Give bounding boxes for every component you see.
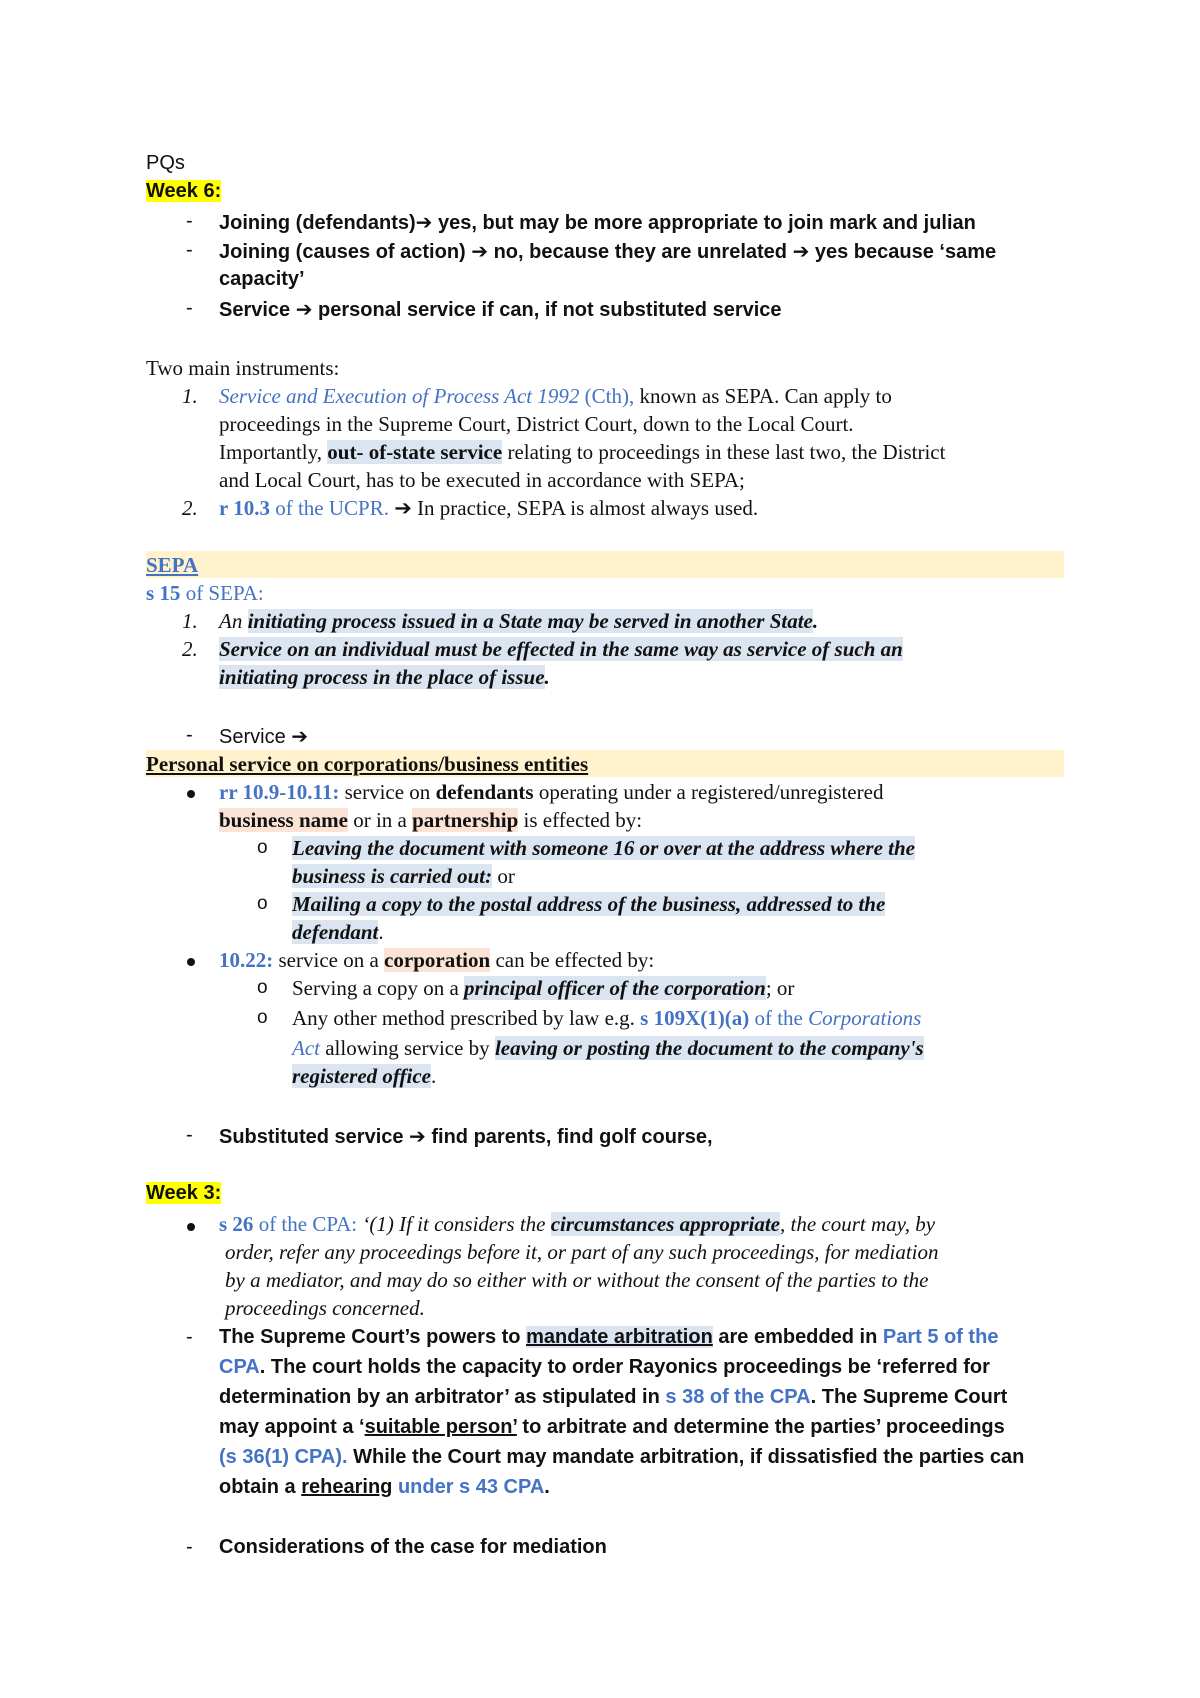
s26-line-2: order, refer any proceedings before it, or part of any such proceedings, for mediation [225, 1240, 939, 1264]
week3-heading: Week 3: [146, 1182, 222, 1204]
arbitration-line-5: (s 36(1) CPA). While the Court may mandate arbitration, if dissatisfied the parties can [219, 1446, 1025, 1468]
list-number: 1. [182, 384, 198, 408]
s26-line-1: s 26 of the CPA: ‘(1) If it considers the circumstances appropriate, the court may, by [219, 1212, 936, 1236]
arbitration-line-1: The Supreme Court’s powers to mandate arbitration are embedded in Part 5 of the [219, 1326, 999, 1348]
substituted-service: Substituted service ➔ find parents, find golf course, [219, 1126, 713, 1148]
dash-bullet: - [186, 724, 193, 746]
instrument-2: r 10.3 of the UCPR. ➔ In practice, SEPA is almost always used. [219, 496, 759, 520]
rule-10-22: 10.22: service on a corporation can be effected by: [219, 948, 655, 972]
arbitration-line-2: CPA. The court holds the capacity to order Rayonics proceedings be ‘referred for [219, 1356, 990, 1378]
dash-bullet: - [186, 297, 193, 319]
list-number: 2. [182, 637, 198, 661]
sub-bullet-o: o [257, 1007, 268, 1028]
sub-4-line-3: registered office. [292, 1064, 437, 1088]
mediation-considerations: Considerations of the case for mediation [219, 1536, 607, 1558]
s26-line-3: by a mediator, and may do so either with or without the consent of the parties to the [225, 1268, 929, 1292]
sub-bullet-o: o [257, 837, 268, 858]
s26-line-4: proceedings concerned. [225, 1296, 425, 1320]
arbitration-line-4: may appoint a ‘suitable person’ to arbitrate and determine the parties’ proceedings [219, 1416, 1005, 1438]
instrument-1-line-2: proceedings in the Supreme Court, District Court, down to the Local Court. [219, 412, 854, 436]
w6-item-1: Joining (defendants)➔ yes, but may be more appropriate to join mark and julian [219, 212, 976, 234]
bullet-dot [187, 790, 195, 798]
sub-1-line-1: Leaving the document with someone 16 or over at the address where the [292, 836, 915, 860]
sub-bullet-o: o [257, 893, 268, 914]
sepa-point-2-line-2: initiating process in the place of issue. [219, 665, 550, 689]
sepa-point-1: An initiating process issued in a State may be served in another State. [219, 609, 819, 633]
service-item: Service ➔ [219, 726, 309, 748]
list-number: 2. [182, 496, 198, 520]
week6-heading: Week 6: [146, 180, 222, 202]
arbitration-line-6: obtain a rehearing under s 43 CPA. [219, 1476, 550, 1498]
w6-item-2: Joining (causes of action) ➔ no, because they are unrelated ➔ yes because ‘same [219, 241, 997, 263]
instruments-heading: Two main instruments: [146, 356, 340, 380]
sepa-point-2-line-1: Service on an individual must be effected in the same way as service of such an [219, 637, 903, 661]
sepa-heading-shading [146, 551, 1064, 578]
instrument-1-line-4: and Local Court, has to be executed in accordance with SEPA; [219, 468, 745, 492]
dash-bullet: - [186, 1124, 193, 1146]
list-number: 1. [182, 609, 198, 633]
bullet-dot [187, 1223, 195, 1231]
pqs-label: PQs [146, 152, 185, 174]
dash-bullet: - [186, 239, 193, 261]
sub-3: Serving a copy on a principal officer of the corporation; or [292, 976, 795, 1000]
sub-2-line-1: Mailing a copy to the postal address of the business, addressed to the [292, 892, 886, 916]
sub-bullet-o: o [257, 977, 268, 998]
sepa-heading: SEPA [146, 553, 199, 577]
w6-item-3: Service ➔ personal service if can, if not substituted service [219, 299, 782, 321]
sub-4-line-1: Any other method prescribed by law e.g. s 109X(1)(a) of the Corporations [292, 1006, 922, 1030]
sub-2-line-2: defendant. [292, 920, 384, 944]
w6-item-2-cont: capacity’ [219, 268, 305, 290]
sub-4-line-2: Act allowing service by leaving or posting the document to the company's [292, 1036, 924, 1060]
instrument-1-line-1: Service and Execution of Process Act 1992 (Cth), known as SEPA. Can apply to [219, 384, 892, 408]
dash-bullet: - [186, 1326, 193, 1348]
bullet-dot [187, 958, 195, 966]
rule-10-9-line-1: rr 10.9-10.11: service on defendants operating under a registered/unregistered [219, 780, 884, 804]
sub-1-line-2: business is carried out: or [292, 864, 515, 888]
dash-bullet: - [186, 1536, 193, 1558]
instrument-1-line-3: Importantly, out- of-state service relating to proceedings in these last two, the District [219, 440, 946, 464]
rule-10-9-line-2: business name or in a partnership is effected by: [219, 808, 643, 832]
sepa-s15: s 15 of SEPA: [146, 581, 264, 605]
personal-service-heading: Personal service on corporations/business entities [146, 752, 589, 776]
dash-bullet: - [186, 210, 193, 232]
arbitration-line-3: determination by an arbitrator’ as stipulated in s 38 of the CPA. The Supreme Court [219, 1386, 1008, 1408]
